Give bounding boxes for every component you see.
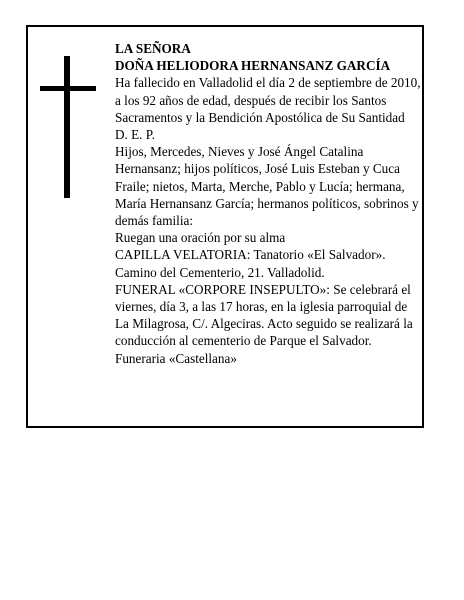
cross-icon (40, 56, 96, 198)
deceased-name: DOÑA HELIODORA HERNANSANZ GARCÍA (115, 58, 391, 74)
prayer-request: Ruegan una oración por su alma (115, 230, 286, 246)
obituary-notice (26, 25, 424, 428)
cross-horizontal-bar (40, 86, 96, 91)
family-list: Hijos, Mercedes, Nieves y José Ángel Catalina Hernansanz; hijos políticos, José Luis Esteban y Cuca Fraile; nietos, Marta, Merche, Pablo y Lucía; hermana, María Hernansanz García; hermanos políticos, sobrinos y demás familia: (115, 144, 419, 229)
notice-text (115, 40, 423, 367)
funeral-home: Funeraria «Castellana» (115, 350, 237, 366)
rest-in-peace: D. E. P. (115, 127, 155, 143)
funeral-info: FUNERAL «CORPORE INSEPULTO»: Se celebrará el viernes, día 3, a las 17 horas, en la iglesia parroquial de La Milagrosa, C/. Algeciras. Acto seguido se realizará la conducción al cementerio de Parque el Salvador. (115, 281, 413, 349)
cross-vertical-bar (64, 56, 70, 198)
notice-title: LA SEÑORA (115, 41, 191, 56)
death-announcement: Ha fallecido en Valladolid el día 2 de septiembre de 2010, a los 92 años de edad, después de recibir los Santos Sacramentos y la Bendición Apostólica de Su Santidad (115, 75, 421, 125)
chapel-info: CAPILLA VELATORIA: Tanatorio «El Salvador». Camino del Cementerio, 21. Valladolid. (115, 247, 386, 280)
